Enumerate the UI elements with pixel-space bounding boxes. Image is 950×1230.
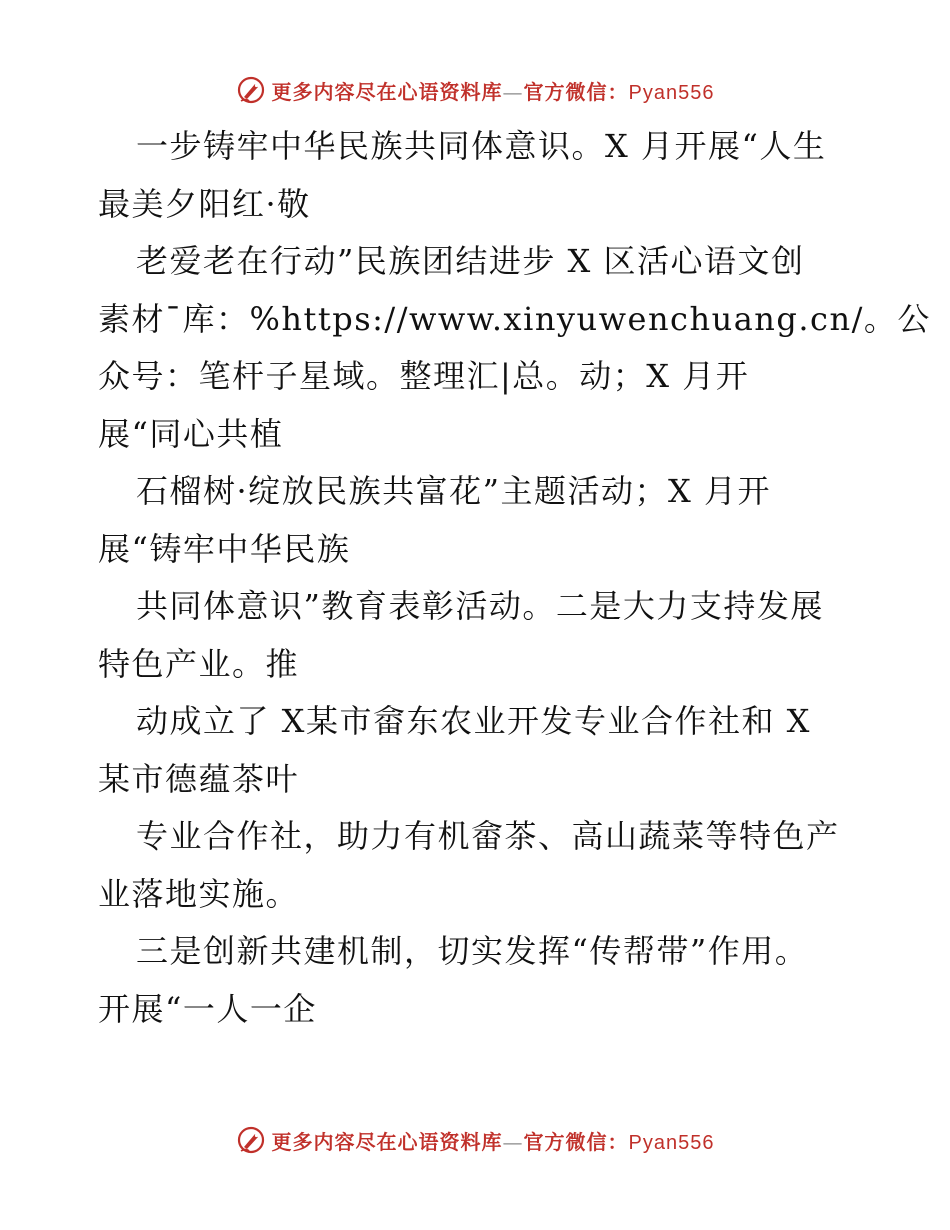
text-line: 业落地实施。: [98, 874, 300, 913]
banner-text: [272, 76, 715, 105]
text-line: 老爱老在行动”民族团结进步 X 区活心语文创: [136, 242, 805, 280]
banner-wechat-label: 官方微信：: [523, 1129, 629, 1154]
text-line: 动成立了 X某市畲东农业开发专业合作社和 X: [136, 702, 811, 740]
text-line: 某市德蕴茶叶: [98, 759, 300, 798]
pen-nib-logo-icon: [236, 75, 266, 105]
pen-nib-logo-icon: [236, 1125, 266, 1155]
text-line: 素材¯库：%https://www.xinyuwenchuang.cn/。公: [98, 299, 931, 338]
banner-brand: 更多内容尽在心语资料库: [271, 79, 503, 104]
banner-separator: —: [502, 79, 524, 104]
text-line: 专业合作社，助力有机畲茶、高山蔬菜等特色产: [136, 817, 840, 855]
text-line: 特色产业。推: [98, 644, 300, 683]
banner-wechat-id: Pyan556: [628, 1131, 715, 1154]
footer-banner: [0, 1120, 950, 1160]
text-line: 三是创新共建机制，切实发挥“传帮带”作用。: [136, 932, 809, 970]
banner-separator: —: [502, 1129, 524, 1154]
header-banner: [0, 70, 950, 110]
banner-brand: 更多内容尽在心语资料库: [271, 1129, 503, 1154]
text-line: 石榴树·绽放民族共富花”主题活动；X 月开: [136, 472, 771, 510]
text-line: 开展“一人一企: [98, 989, 317, 1028]
banner-text: [272, 1126, 715, 1155]
banner-wechat-label: 官方微信：: [523, 79, 629, 104]
document-body: [98, 118, 931, 1038]
text-line: 展“同心共植: [98, 414, 284, 453]
text-line: 展“铸牢中华民族: [98, 529, 351, 568]
text-line: 众号：笔杆子星域。整理汇|总。动；X 月开: [98, 357, 750, 395]
text-line: 一步铸牢中华民族共同体意识。X 月开展“人生: [136, 127, 827, 165]
text-line: 共同体意识”教育表彰活动。二是大力支持发展: [136, 587, 824, 625]
text-line: 最美夕阳红·敬: [98, 184, 311, 223]
banner-wechat-id: Pyan556: [628, 81, 715, 104]
